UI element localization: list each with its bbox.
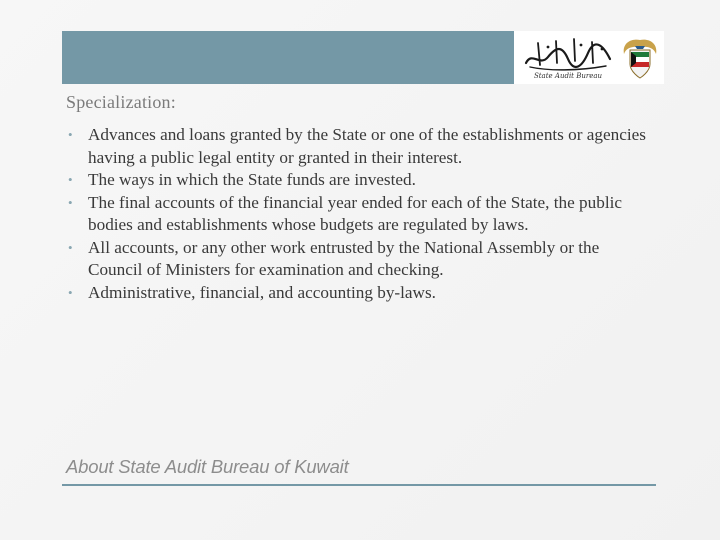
list-item-text: The final accounts of the financial year ended for each of the State, the public bodies and establishments whose budgets are regulated by laws. — [88, 192, 623, 234]
bullet-dot-icon: • — [68, 127, 73, 142]
bullet-dot-icon: • — [68, 284, 73, 300]
bullet-dot-icon: • — [68, 194, 73, 210]
list-item-text: The ways in which the State funds are invested. — [88, 170, 416, 189]
logo-caption: State Audit Bureau — [533, 72, 603, 80]
list-item — [66, 282, 656, 305]
specialization-list — [66, 124, 656, 304]
section-heading: Specialization: — [66, 92, 176, 112]
list-item-text: Administrative, financial, and accounting by-laws. — [88, 282, 436, 302]
list-item — [66, 192, 656, 237]
list-item — [66, 124, 656, 169]
footer-divider — [62, 484, 656, 486]
list-item-text: All accounts, or any other work entrusted by the National Assembly or the Council of Ministers for examination and checking. — [88, 237, 600, 279]
list-item — [66, 169, 656, 192]
bullet-dot-icon: • — [68, 172, 73, 187]
list-item-text: Advances and loans granted by the State or one of the establishments or agencies having a public legal entity or granted in their interest. — [88, 125, 646, 167]
bullet-dot-icon: • — [68, 239, 73, 255]
list-item — [66, 237, 656, 282]
footer-title: About State Audit Bureau of Kuwait — [66, 456, 349, 477]
kuwait-emblem-icon — [620, 34, 660, 82]
state-audit-bureau-logo — [514, 31, 664, 84]
arabic-calligraphy-logo — [518, 33, 618, 73]
header-bar — [62, 31, 514, 84]
